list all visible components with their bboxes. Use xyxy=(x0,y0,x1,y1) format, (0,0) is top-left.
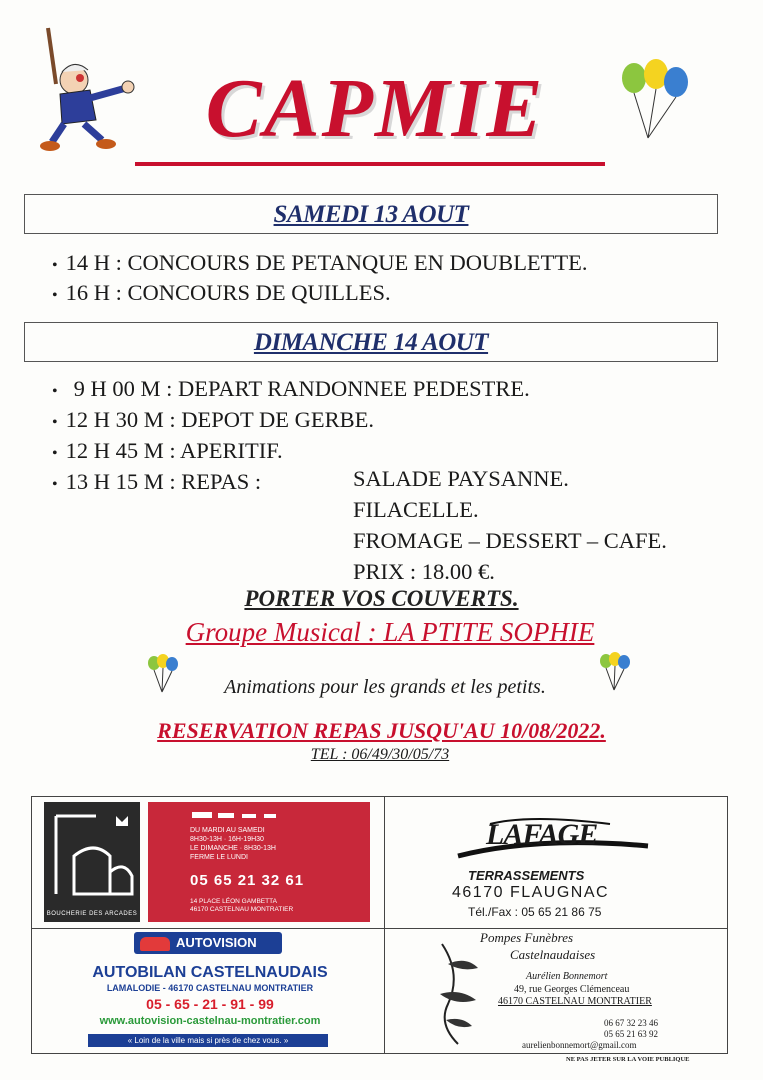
lafage-line1: TERRASSEMENTS xyxy=(468,868,585,883)
telephone-text: TEL : 06/49/30/05/73 xyxy=(310,746,450,763)
boucherie-logo-icon xyxy=(44,802,140,906)
autovision-phone: 05 - 65 - 21 - 91 - 99 xyxy=(146,996,274,1012)
pompes-city: 46170 CASTELNAU MONTRATIER xyxy=(498,996,652,1007)
saturday-list xyxy=(52,250,588,310)
boucherie-caption: BOUCHERIE DES ARCADES xyxy=(46,911,138,917)
lafage-logo: LAFAGE xyxy=(486,818,598,851)
autovision-slogan: « Loin de la ville mais si près de chez vous. » xyxy=(88,1034,328,1047)
menu-list xyxy=(353,466,667,590)
boucherie-logo xyxy=(44,802,140,922)
divider xyxy=(384,796,385,1054)
menu-item: SALADE PAYSANNE. xyxy=(353,466,569,491)
balloons-icon xyxy=(614,58,694,146)
boucherie-info xyxy=(148,802,370,922)
reservation-text: RESERVATION REPAS JUSQU'AU 10/08/2022. xyxy=(157,718,606,743)
hours-line: LE DIMANCHE · 8H30-13H xyxy=(190,845,276,852)
pompes-line2: Castelnaudaises xyxy=(510,947,596,962)
menu-item: PRIX : 18.00 €. xyxy=(353,559,495,584)
pompes-email: aurelienbonnemort@gmail.com xyxy=(522,1040,637,1050)
page-title: CAPMIE xyxy=(205,62,545,155)
list-item: • 14 H : CONCOURS DE PETANQUE EN DOUBLETTE. xyxy=(52,250,588,275)
lafage-line2: 46170 FLAUGNAC xyxy=(452,884,610,901)
list-item: • 9 H 00 M : DEPART RANDONNEE PEDESTRE. xyxy=(52,376,530,401)
pompes-street: 49, rue Georges Clémenceau xyxy=(514,984,630,995)
list-item: • 12 H 30 M : DEPOT DE GERBE. xyxy=(52,407,374,432)
list-item: • 13 H 15 M : REPAS : xyxy=(52,469,262,494)
autovision-address: LAMALODIE - 46170 CASTELNAU MONTRATIER xyxy=(106,983,314,993)
car-icon xyxy=(140,937,170,951)
sunday-header: DIMANCHE 14 AOUT xyxy=(24,322,718,362)
pompes-owner: Aurélien Bonnemort xyxy=(526,971,608,982)
animals-icon xyxy=(188,806,298,822)
divider xyxy=(31,928,728,929)
hours-line: 8H30-13H · 16H-19H30 xyxy=(190,836,264,843)
autovision-badge: AUTOVISION xyxy=(134,932,282,954)
saturday-header: SAMEDI 13 AOUT xyxy=(24,194,718,234)
menu-item: FROMAGE – DESSERT – CAFE. xyxy=(353,528,667,553)
pompes-phone1: 06 67 32 23 46 xyxy=(604,1018,658,1028)
floral-decoration-icon xyxy=(432,934,492,1048)
autovision-web: www.autovision-castelnau-montratier.com xyxy=(99,1015,321,1027)
address-line: 46170 CASTELNAU MONTRATIER xyxy=(190,906,294,913)
hours-line: FERME LE LUNDI xyxy=(190,854,248,861)
mascot-illustration xyxy=(34,24,138,156)
menu-item: FILACELLE. xyxy=(353,497,479,522)
lafage-line3: Tél./Fax : 05 65 21 86 75 xyxy=(468,905,602,919)
couverts-note: PORTER VOS COUVERTS. xyxy=(244,586,519,611)
pompes-phone2: 05 65 21 63 92 xyxy=(604,1029,658,1039)
music-group: Groupe Musical : LA PTITE SOPHIE xyxy=(185,617,595,647)
title-underline xyxy=(135,162,605,166)
list-item: • 16 H : CONCOURS DE QUILLES. xyxy=(52,280,391,305)
animations-text: Animations pour les grands et les petits. xyxy=(224,676,546,698)
address-line: 14 PLACE LÉON GAMBETTA xyxy=(190,898,277,905)
boucherie-phone: 05 65 21 32 61 xyxy=(190,872,305,889)
pompes-line1: Pompes Funèbres xyxy=(480,930,574,945)
autovision-name: AUTOBILAN CASTELNAUDAIS xyxy=(92,964,328,981)
hours-line: DU MARDI AU SAMEDI xyxy=(190,827,265,834)
list-item: • 12 H 45 M : APERITIF. xyxy=(52,438,283,463)
footer-note: NE PAS JETER SUR LA VOIE PUBLIQUE xyxy=(566,1056,690,1063)
